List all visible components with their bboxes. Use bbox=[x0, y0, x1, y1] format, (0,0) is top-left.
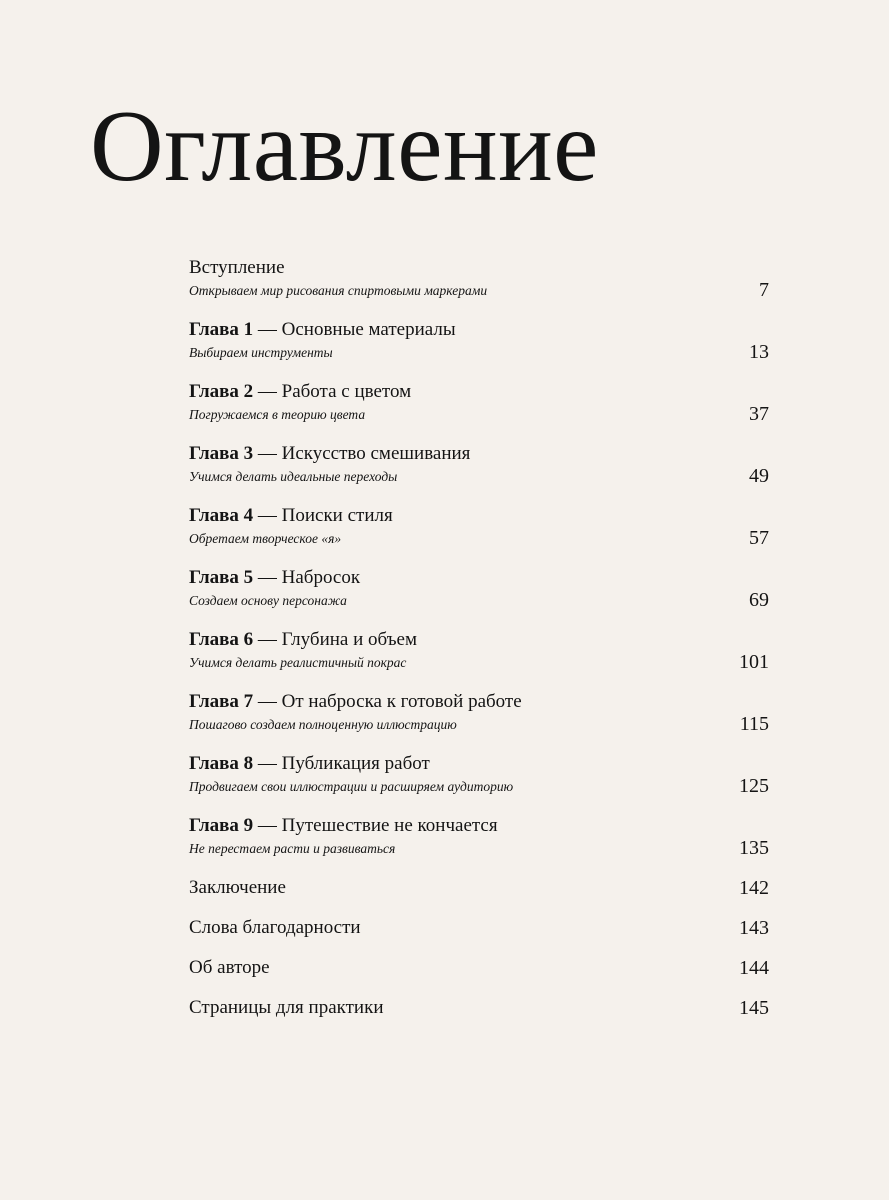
entry-title bbox=[189, 440, 769, 465]
entry-title bbox=[189, 316, 769, 341]
toc-entry-chapter-8[interactable] bbox=[189, 750, 769, 812]
page-title: Оглавление bbox=[90, 90, 599, 203]
entry-subtitle: Учимся делать идеальные переходы bbox=[189, 469, 398, 484]
entry-title-text: — Основные материалы bbox=[253, 319, 456, 340]
entry-page-number: 37 bbox=[749, 403, 769, 425]
toc-entry-chapter-4[interactable] bbox=[189, 502, 769, 564]
entry-page-number: 7 bbox=[759, 279, 769, 301]
entry-subtitle: Создаем основу персонажа bbox=[189, 593, 347, 608]
entry-title-text: — Публикация работ bbox=[253, 753, 430, 774]
toc-entry-acknowledgements[interactable] bbox=[189, 914, 769, 954]
entry-page-number: 135 bbox=[739, 837, 769, 859]
entry-page-number: 13 bbox=[749, 341, 769, 363]
entry-subtitle: Выбираем инструменты bbox=[189, 345, 333, 360]
toc-entry-chapter-2[interactable] bbox=[189, 378, 769, 440]
toc-entry-introduction[interactable] bbox=[189, 254, 769, 316]
entry-title bbox=[189, 812, 769, 837]
entry-title-text: — От наброска к готовой работе bbox=[253, 691, 522, 712]
entry-title bbox=[189, 626, 769, 651]
entry-subtitle: Учимся делать реалистичный покрас bbox=[189, 655, 407, 670]
entry-title-text: Страницы для практики bbox=[189, 997, 384, 1018]
entry-page-number: 125 bbox=[739, 775, 769, 797]
entry-page-number: 57 bbox=[749, 527, 769, 549]
entry-title bbox=[189, 874, 769, 899]
entry-title-text: — Набросок bbox=[253, 567, 361, 588]
entry-subtitle: Обретаем творческое «я» bbox=[189, 531, 342, 546]
chapter-label: Глава 8 bbox=[189, 753, 254, 774]
entry-subtitle: Погружаемся в теорию цвета bbox=[189, 407, 366, 422]
toc-entry-chapter-9[interactable] bbox=[189, 812, 769, 874]
entry-title bbox=[189, 688, 769, 713]
entry-title-text: Слова благодарности bbox=[189, 917, 361, 938]
entry-page-number: 145 bbox=[739, 997, 769, 1019]
chapter-label: Глава 3 bbox=[189, 443, 254, 464]
entry-page-number: 101 bbox=[739, 651, 769, 673]
entry-title bbox=[189, 254, 769, 279]
entry-title bbox=[189, 502, 769, 527]
toc-entry-chapter-5[interactable] bbox=[189, 564, 769, 626]
entry-subtitle: Продвигаем свои иллюстрации и расширяем аудиторию bbox=[189, 779, 514, 794]
entry-title-text: — Путешествие не кончается bbox=[253, 815, 498, 836]
toc-entry-about-author[interactable] bbox=[189, 954, 769, 994]
entry-title bbox=[189, 750, 769, 775]
chapter-label: Глава 5 bbox=[189, 567, 254, 588]
entry-title-text: — Работа с цветом bbox=[253, 381, 412, 402]
chapter-label: Глава 4 bbox=[189, 505, 254, 526]
entry-subtitle: Не перестаем расти и развиваться bbox=[189, 841, 396, 856]
chapter-label: Глава 6 bbox=[189, 629, 254, 650]
entry-title bbox=[189, 914, 769, 939]
table-of-contents bbox=[189, 254, 769, 1034]
entry-title bbox=[189, 378, 769, 403]
entry-subtitle: Пошагово создаем полноценную иллюстрацию bbox=[189, 717, 457, 732]
entry-page-number: 144 bbox=[739, 957, 769, 979]
toc-entry-chapter-6[interactable] bbox=[189, 626, 769, 688]
entry-title bbox=[189, 954, 769, 979]
entry-page-number: 69 bbox=[749, 589, 769, 611]
chapter-label: Глава 7 bbox=[189, 691, 254, 712]
entry-subtitle: Открываем мир рисования спиртовыми маркерами bbox=[189, 283, 488, 298]
entry-page-number: 115 bbox=[739, 713, 769, 735]
entry-title-text: — Искусство смешивания bbox=[253, 443, 471, 464]
entry-page-number: 142 bbox=[739, 877, 769, 899]
entry-title bbox=[189, 564, 769, 589]
toc-entry-conclusion[interactable] bbox=[189, 874, 769, 914]
entry-title-text: Об авторе bbox=[189, 957, 270, 978]
chapter-label: Глава 1 bbox=[189, 319, 254, 340]
entry-page-number: 143 bbox=[739, 917, 769, 939]
toc-entry-practice-pages[interactable] bbox=[189, 994, 769, 1034]
entry-title-text: Заключение bbox=[189, 877, 286, 898]
toc-entry-chapter-7[interactable] bbox=[189, 688, 769, 750]
entry-title-text: — Глубина и объем bbox=[253, 629, 417, 650]
entry-title-text: Вступление bbox=[189, 257, 285, 278]
entry-title-text: — Поиски стиля bbox=[253, 505, 393, 526]
chapter-label: Глава 2 bbox=[189, 381, 254, 402]
entry-page-number: 49 bbox=[749, 465, 769, 487]
chapter-label: Глава 9 bbox=[189, 815, 254, 836]
toc-entry-chapter-1[interactable] bbox=[189, 316, 769, 378]
entry-title bbox=[189, 994, 769, 1019]
toc-entry-chapter-3[interactable] bbox=[189, 440, 769, 502]
